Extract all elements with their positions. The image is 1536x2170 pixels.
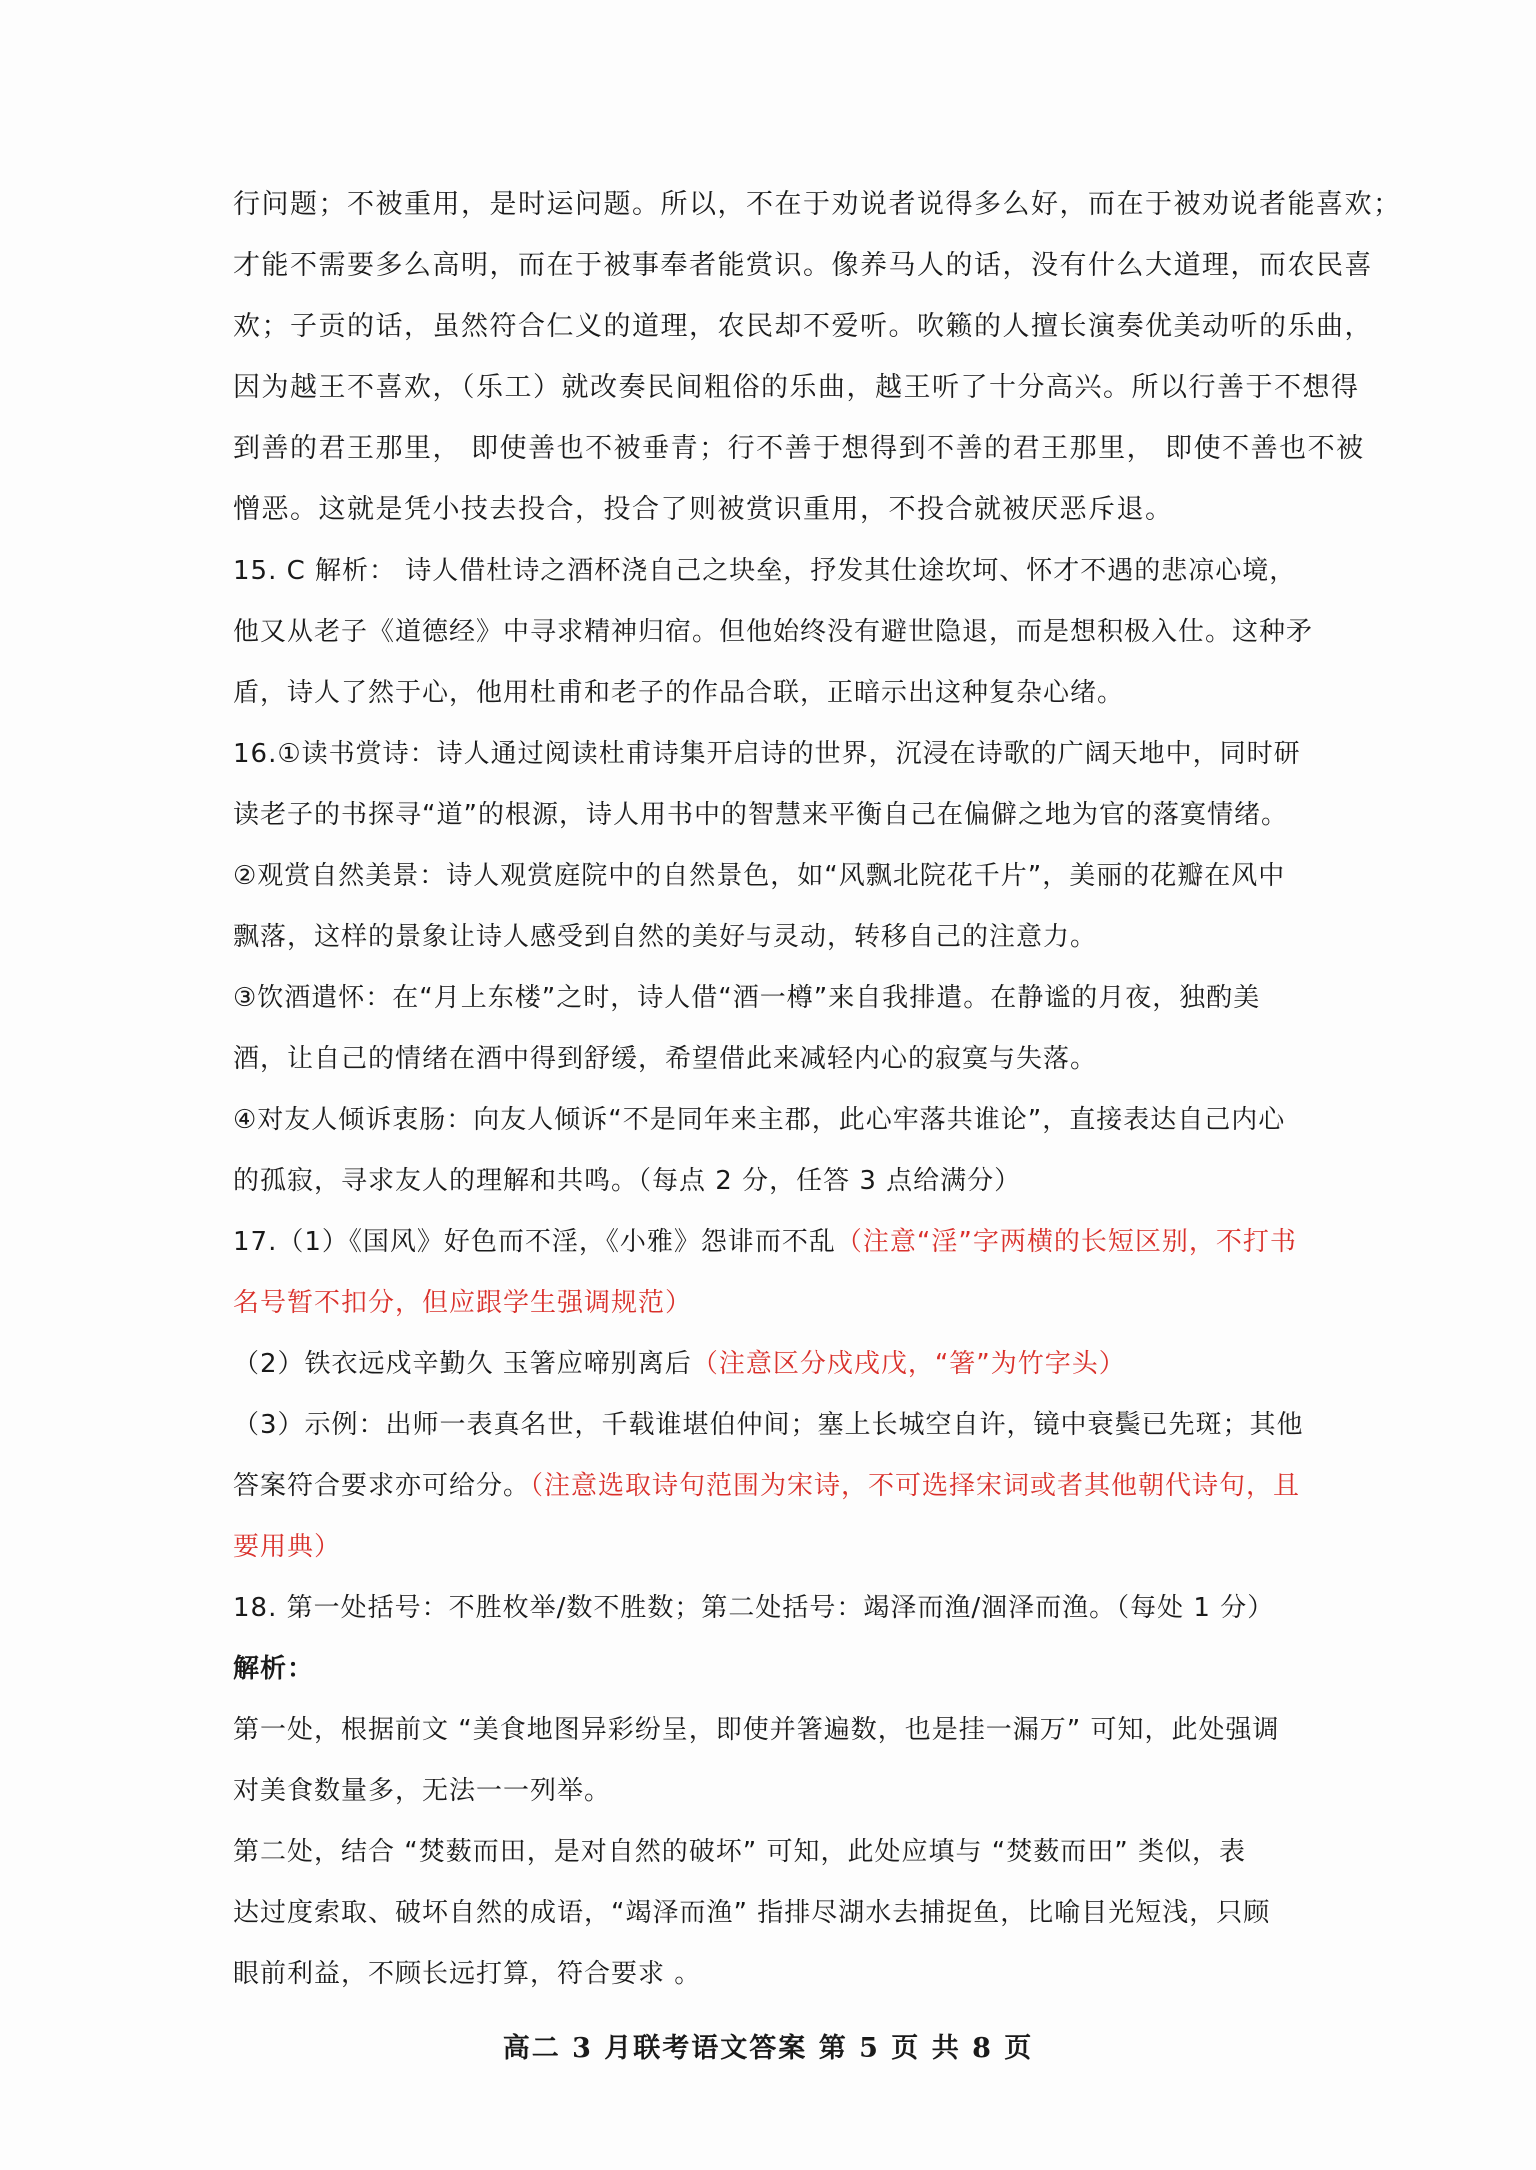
- text-line: 18. 第一处括号：不胜枚举/数不胜数；第二处括号：竭泽而渔/涸泽而渔。（每处 1 分）: [233, 1593, 1275, 1623]
- text-line: 行问题；不被重用，是时运问题。所以，不在于劝说者说得多么好，而在于被劝说者能喜欢；: [233, 189, 1402, 220]
- text-line: 17.（1）《国风》好色而不淫，《小雅》怨诽而不乱（注意“淫”字两横的长短区别，不打书: [233, 1227, 1297, 1257]
- teacher-note: （注意选取诗句范围为宋诗，不可选择宋词或者其他朝代诗句，且: [530, 1471, 1301, 1501]
- text-line: 16.①读书赏诗：诗人通过阅读杜甫诗集开启诗的世界，沉浸在诗歌的广阔天地中，同时研: [233, 739, 1301, 769]
- text-line: ④对友人倾诉衷肠：向友人倾诉“不是同年来主郡，此心牢落共谁论”，直接表达自己内心: [233, 1105, 1286, 1135]
- text-line: 因为越王不喜欢，（乐工）就改奏民间粗俗的乐曲，越王听了十分高兴。所以行善于不想得: [233, 372, 1360, 403]
- text-line: 对美食数量多，无法一一列举。: [233, 1776, 612, 1806]
- answer-content: [233, 189, 1402, 2020]
- text-line: 才能不需要多么高明，而在于被事奉者能赏识。像养马人的话，没有什么大道理，而农民喜: [233, 250, 1373, 281]
- text-line: 盾，诗人了然于心，他用杜甫和老子的作品合联，正暗示出这种复杂心绪。: [233, 678, 1125, 708]
- text-line: 酒，让自己的情绪在酒中得到舒缓，希望借此来减轻内心的寂寞与失落。: [233, 1044, 1098, 1074]
- text-line: 憎恶。这就是凭小技去投合，投合了则被赏识重用，不投合就被厌恶斥退。: [233, 494, 1174, 525]
- text-line: [233, 1532, 1313, 1562]
- text-line: 到善的君王那里， 即使善也不被垂青；行不善于想得到不善的君王那里， 即使不善也不被: [233, 433, 1365, 464]
- text-line: 欢；子贡的话，虽然符合仁义的道理，农民却不爱听。吹籁的人擅长演奏优美动听的乐曲，: [233, 311, 1373, 342]
- text-line: 飘落，这样的景象让诗人感受到自然的美好与灵动，转移自己的注意力。: [233, 922, 1098, 952]
- text-line: ②观赏自然美景：诗人观赏庭院中的自然景色，如“风飘北院花千片”，美丽的花瓣在风中: [233, 861, 1286, 891]
- text-line: 他又从老子《道德经》中寻求精神归宿。但他始终没有避世隐退，而是想积极入仕。这种矛: [233, 617, 1314, 647]
- section-heading: 解析：: [233, 1654, 315, 1684]
- text-line: （3）示例：出师一表真名世，千载谁堪伯仲间；塞上长城空自许，镜中衰鬓已先斑；其他: [233, 1410, 1304, 1440]
- text-line: ③饮酒遣怀：在“月上东楼”之时，诗人借“酒一樽”来自我排遣。在静谧的月夜，独酌美: [233, 983, 1261, 1013]
- text-line: 15. C 解析： 诗人借杜诗之酒杯浇自己之块垒，抒发其仕途坎坷、怀才不遇的悲凉心境，: [233, 556, 1297, 586]
- text-line: 眼前利益，不顾长远打算，符合要求 。: [233, 1959, 702, 1989]
- teacher-note: （注意“淫”字两横的长短区别，不打书: [835, 1227, 1297, 1257]
- page-footer: 高二 3 月联考语文答案 第 5 页 共 8 页: [502, 2033, 1034, 2064]
- text-line: （2）铁衣远戍辛勤久 玉箸应啼别离后（注意区分戍戌戊，“箸”为竹字头）: [233, 1349, 1126, 1379]
- teacher-note: （注意区分戍戌戊，“箸”为竹字头）: [691, 1349, 1126, 1379]
- text-line: 达过度索取、破坏自然的成语，“竭泽而渔” 指排尽湖水去捕捉鱼，比喻目光短浅，只顾: [233, 1898, 1271, 1928]
- text-line: 的孤寂，寻求友人的理解和共鸣。（每点 2 分，任答 3 点给满分）: [233, 1166, 1022, 1196]
- text-line: 第一处，根据前文 “美食地图异彩纷呈，即使并箸遍数，也是挂一漏万” 可知，此处强调: [233, 1715, 1280, 1745]
- text-line: [233, 1288, 1313, 1318]
- text-line: 读老子的书探寻“道”的根源，诗人用书中的智慧来平衡自己在偏僻之地为官的落寞情绪。: [233, 800, 1288, 830]
- text-line: 答案符合要求亦可给分。（注意选取诗句范围为宋诗，不可选择宋词或者其他朝代诗句，且: [233, 1471, 1301, 1501]
- text-line: 第二处，结合 “焚薮而田，是对自然的破坏” 可知，此处应填与 “焚薮而田” 类似，表: [233, 1837, 1246, 1867]
- teacher-note: 名号暂不扣分，但应跟学生强调规范）: [233, 1288, 693, 1318]
- teacher-note: 要用典）: [233, 1532, 342, 1562]
